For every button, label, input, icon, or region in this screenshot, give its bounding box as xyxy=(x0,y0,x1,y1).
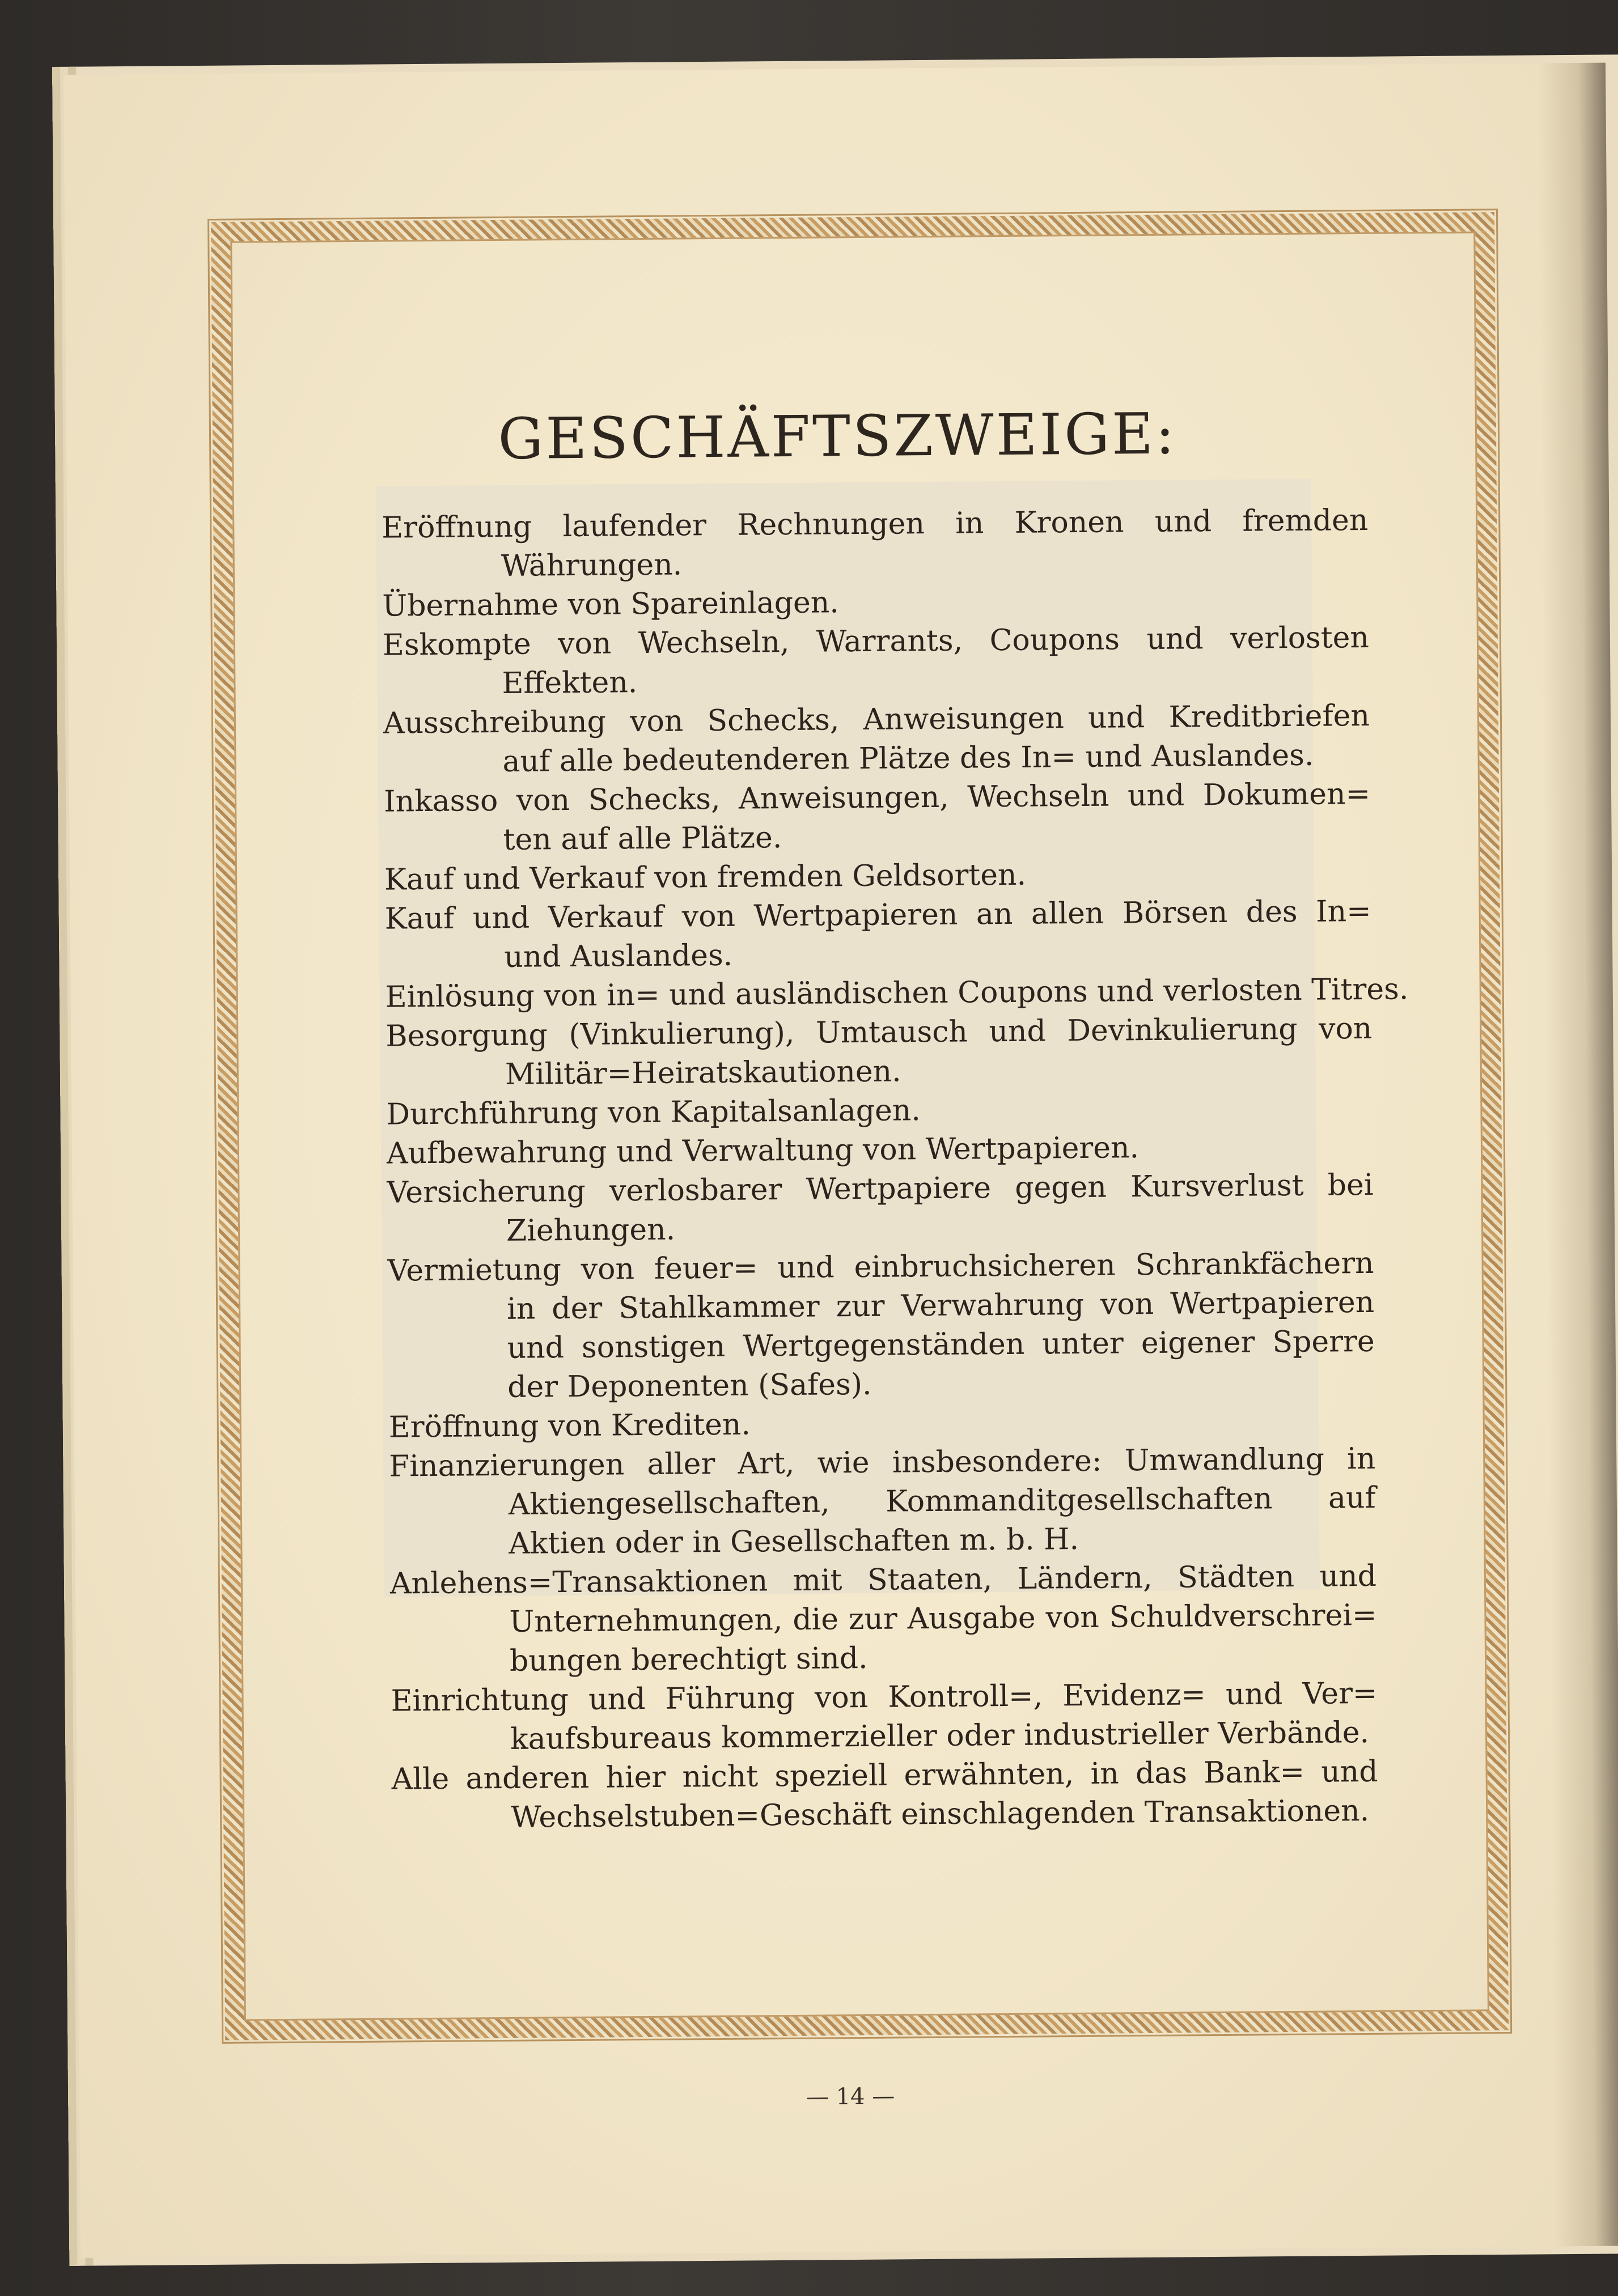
list-item-continuation: Ziehungen. xyxy=(506,1212,676,1248)
list-item xyxy=(382,501,1369,587)
list-item-text: Ausschreibung von Schecks, Anweisungen und Kreditbriefen xyxy=(383,698,1370,741)
list-item-continuation: Währungen. xyxy=(501,548,683,583)
list-item-text: Inkasso von Schecks, Anweisungen, Wechseln und Dokumen= xyxy=(383,776,1371,819)
list-item xyxy=(383,618,1370,704)
list-item-text: Einlösung von in= und ausländischen Coupons und verlosten Titres. xyxy=(385,972,1409,1015)
business-branches-list xyxy=(382,501,1409,1839)
list-item-continuation: Effekten. xyxy=(502,665,638,701)
list-item-text: Übernahme von Spareinlagen. xyxy=(382,585,840,623)
list-item-text: Eröffnung laufender Rechnungen in Kronen und fremden xyxy=(382,503,1369,545)
list-item-continuation: bungen berechtigt sind. xyxy=(509,1641,868,1678)
list-item xyxy=(389,1440,1376,1565)
list-item-continuation: Aktien oder in Gesellschaften m. b. H. xyxy=(509,1522,1079,1561)
list-item-continuation: und Auslandes. xyxy=(504,938,733,974)
list-item-text: Eskompte von Wechseln, Warrants, Coupons und verlosten xyxy=(382,620,1370,663)
list-item xyxy=(383,697,1370,783)
list-item-text: Besorgung (Vinkulierung), Umtausch und Devinkulierung von xyxy=(386,1011,1373,1054)
document-page xyxy=(63,63,1618,2258)
list-item xyxy=(384,775,1371,861)
list-item-continuation: Unternehmungen, die zur Ausgabe von Schuldverschrei= xyxy=(509,1598,1377,1639)
list-item xyxy=(391,1674,1378,1760)
list-item-continuation: der Deponenten (Safes). xyxy=(507,1367,872,1404)
list-item-text: Anlehens=Transaktionen mit Staaten, Ländern, Städten und xyxy=(389,1559,1377,1601)
list-item-text: Kauf und Verkauf von Wertpapieren an allen Börsen des In= xyxy=(384,894,1371,936)
page-gutter-shadow xyxy=(1537,63,1618,2247)
list-item xyxy=(387,1166,1374,1252)
list-item-text: Vermietung von feuer= und einbruchsicheren Schrankfächern xyxy=(387,1246,1374,1288)
list-item-text: Versicherung verlosbarer Wertpapiere gegen Kursverlust bei xyxy=(387,1168,1374,1210)
list-item-text: Kauf und Verkauf von fremden Geldsorten. xyxy=(384,858,1027,897)
list-item-text: Eröffnung von Krediten. xyxy=(388,1407,751,1445)
list-item xyxy=(386,1009,1373,1096)
list-item-continuation: ten auf alle Plätze. xyxy=(503,821,782,857)
list-item xyxy=(391,1752,1378,1839)
list-item-continuation: und sonstigen Wertgegenständen unter eigener Sperre xyxy=(507,1324,1375,1365)
list-item-text: Finanzierungen aller Art, wie insbesondere: Umwandlung in xyxy=(389,1441,1376,1484)
page-title: GESCHÄFTSZWEIGE: xyxy=(497,400,1178,472)
list-item-text: Einrichtung und Führung von Kontroll=, Evidenz= und Ver= xyxy=(391,1676,1378,1718)
list-item xyxy=(390,1557,1378,1682)
list-item-continuation: in der Stahlkammer zur Verwahrung von Wertpapieren xyxy=(506,1285,1375,1326)
list-item-continuation: Wechselstuben=Geschäft einschlagenden Transaktionen. xyxy=(510,1794,1370,1835)
list-item-continuation: Aktiengesellschaften, Kommanditgesellschaften auf xyxy=(508,1480,1376,1522)
list-item-continuation: Militär=Heiratskautionen. xyxy=(505,1054,901,1092)
list-item xyxy=(387,1244,1375,1408)
list-item-text: Aufbewahrung und Verwaltung von Wertpapieren. xyxy=(386,1131,1140,1171)
list-item-text: Durchführung von Kapitalsanlagen. xyxy=(386,1093,921,1132)
list-item-continuation: kaufsbureaus kommerzieller oder industrieller Verbände. xyxy=(510,1716,1370,1756)
page-number: — 14 — xyxy=(806,2083,895,2110)
list-item xyxy=(384,892,1371,978)
list-item-continuation: auf alle bedeutenderen Plätze des In= und Auslandes. xyxy=(502,738,1314,779)
list-item-text: Alle anderen hier nicht speziell erwähnten, in das Bank= und xyxy=(391,1754,1378,1797)
